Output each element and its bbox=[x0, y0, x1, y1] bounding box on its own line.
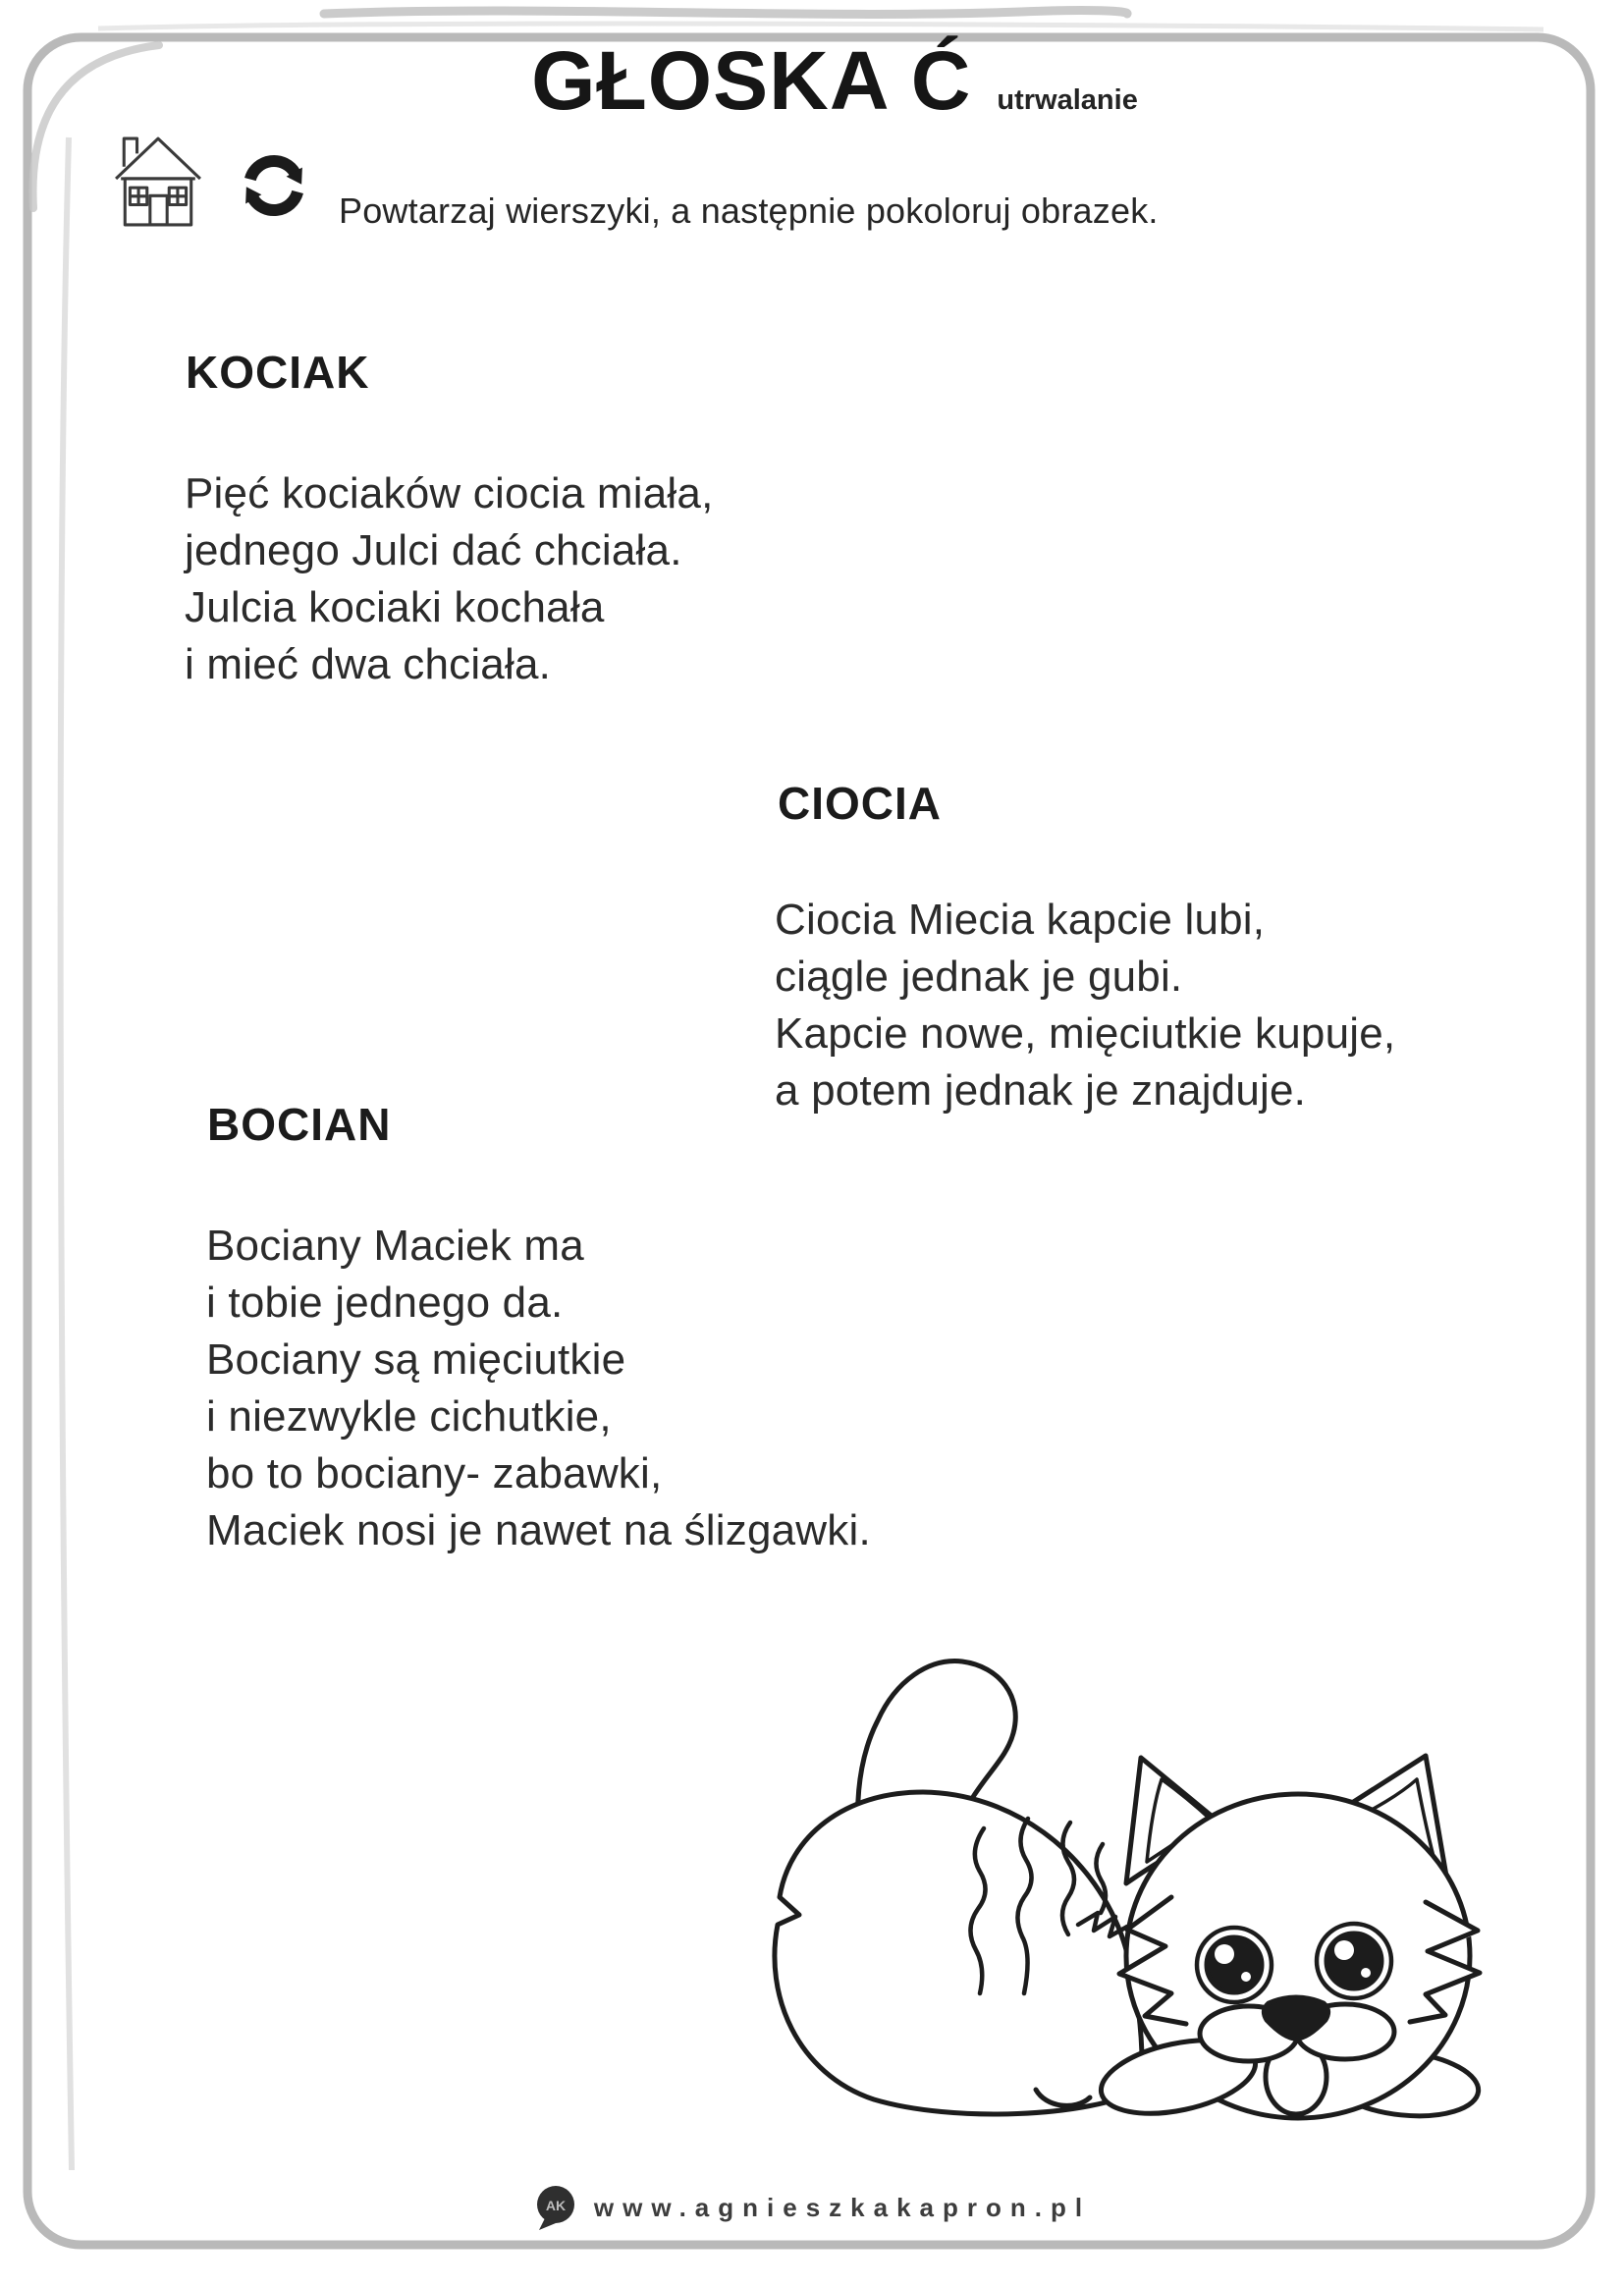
poem-line: Bociany są mięciutkie bbox=[206, 1335, 626, 1384]
page-title: GŁOSKA Ć bbox=[531, 34, 972, 127]
poem-ciocia bbox=[775, 892, 1395, 1119]
poem-line: bo to bociany- zabawki, bbox=[206, 1449, 663, 1497]
poem-line: jednego Julci dać chciała. bbox=[185, 526, 682, 574]
poem-line: a potem jednak je znajduje. bbox=[775, 1066, 1307, 1115]
repeat-icon bbox=[238, 147, 310, 224]
footer bbox=[0, 2178, 1624, 2237]
poem-line: i niezwykle cichutkie, bbox=[206, 1392, 612, 1441]
poem-line: Ciocia Miecia kapcie lubi, bbox=[775, 896, 1266, 944]
poem-kociak bbox=[185, 465, 714, 693]
poem-line: Julcia kociaki kochała bbox=[185, 583, 605, 631]
poem-title-bocian: BOCIAN bbox=[207, 1099, 392, 1150]
poem-line: ciągle jednak je gubi. bbox=[775, 953, 1183, 1001]
poem-bocian bbox=[206, 1218, 871, 1559]
poem-title-ciocia: CIOCIA bbox=[778, 778, 942, 829]
poem-line: i tobie jednego da. bbox=[206, 1279, 564, 1327]
logo-monogram: AK bbox=[545, 2198, 566, 2213]
instruction-text: Powtarzaj wierszyki, a następnie pokoloruj obrazek. bbox=[339, 191, 1159, 231]
website-url: www.agnieszkakapron.pl bbox=[593, 2193, 1092, 2222]
page-subtitle: utrwalanie bbox=[997, 84, 1138, 116]
kitten-coloring-illustration bbox=[540, 1630, 1483, 2141]
poem-line: Maciek nosi je nawet na ślizgawki. bbox=[206, 1506, 871, 1554]
poem-line: Bociany Maciek ma bbox=[206, 1222, 584, 1270]
poem-line: i mieć dwa chciała. bbox=[185, 640, 552, 688]
house-icon bbox=[112, 129, 204, 233]
poem-line: Kapcie nowe, mięciutkie kupuje, bbox=[775, 1009, 1396, 1058]
speech-bubble-logo bbox=[533, 2183, 578, 2232]
poem-line: Pięć kociaków ciocia miała, bbox=[185, 469, 714, 517]
header bbox=[0, 34, 1624, 127]
poem-title-kociak: KOCIAK bbox=[186, 347, 370, 398]
